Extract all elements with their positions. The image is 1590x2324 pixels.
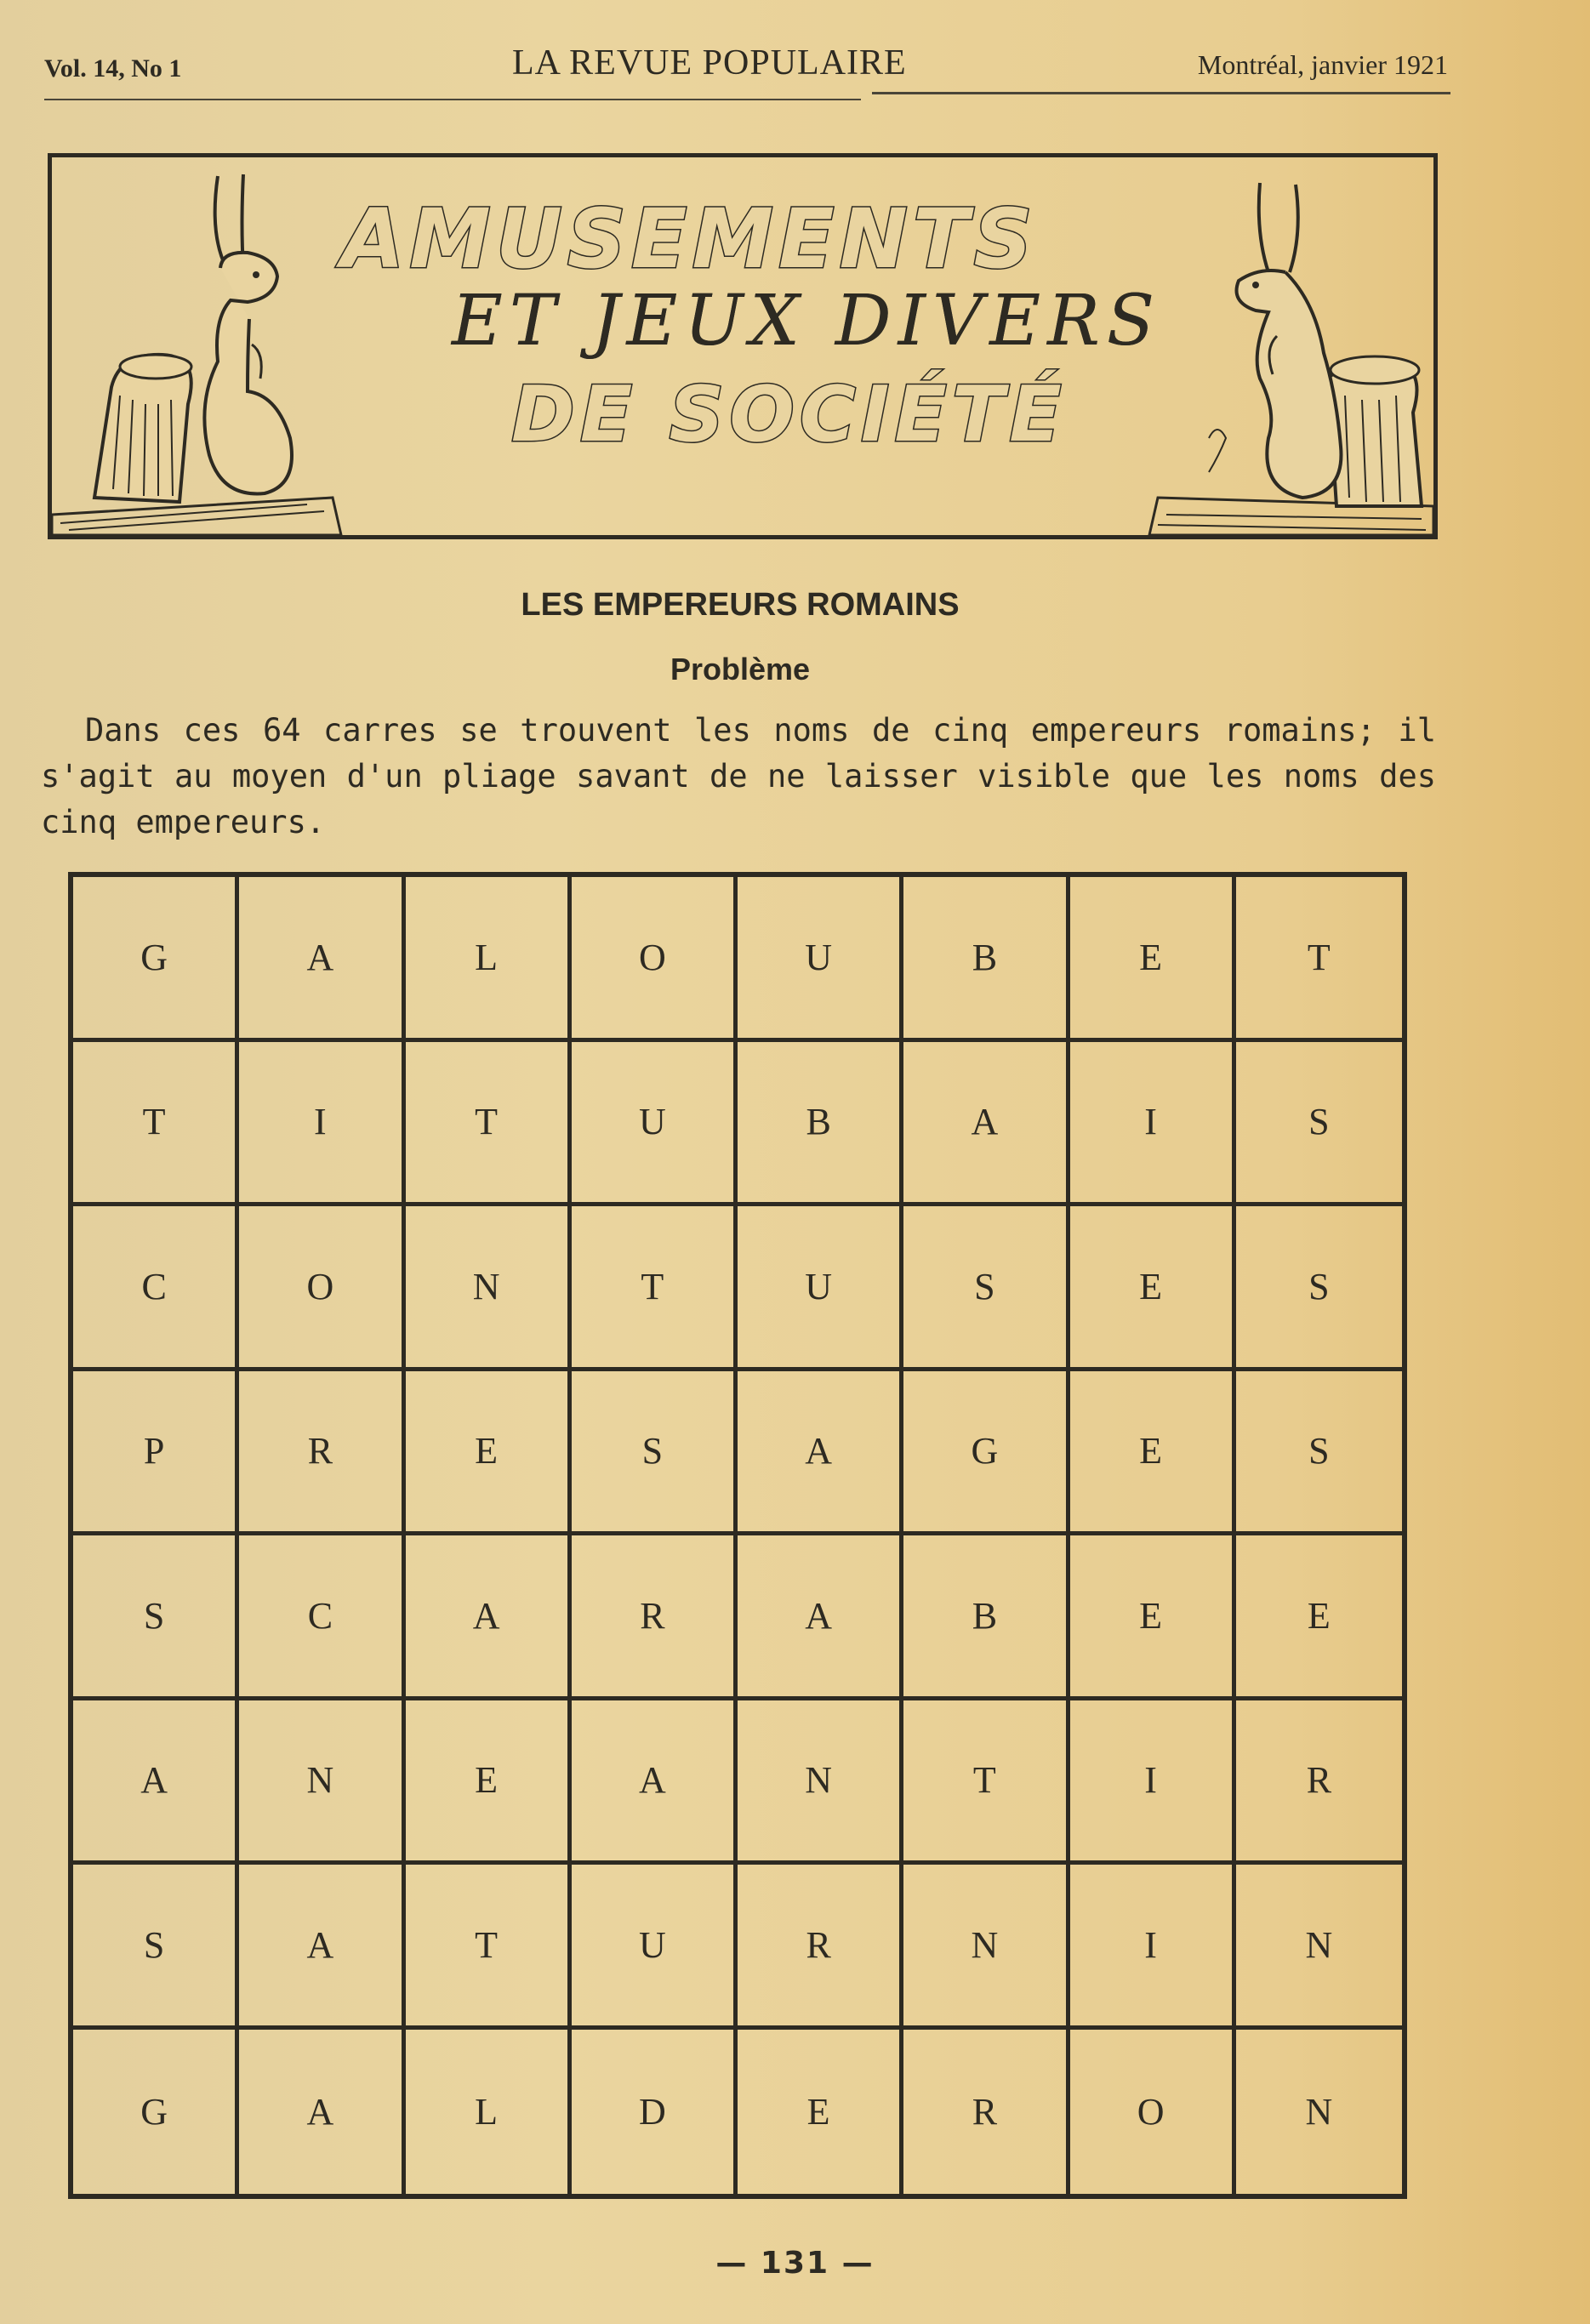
grid-cell: S	[1236, 1371, 1402, 1536]
banner-line-3: DE SOCIÉTÉ	[511, 370, 1067, 459]
volume-number: Vol. 14, No 1	[44, 54, 182, 83]
grid-cell: U	[738, 1206, 903, 1371]
grid-cell: A	[738, 1371, 903, 1536]
letter-grid	[68, 872, 1407, 2199]
grid-cell: N	[1236, 1865, 1402, 2030]
journal-title: LA REVUE POPULAIRE	[512, 43, 907, 83]
grid-cell: E	[406, 1700, 572, 1865]
article-subheading: Problème	[670, 652, 811, 686]
grid-cell: O	[572, 877, 738, 1042]
grid-cell: C	[239, 1535, 405, 1700]
grid-cell: O	[1070, 2030, 1236, 2195]
page-number: — 131 —	[715, 2246, 875, 2281]
grid-cell: E	[1070, 1206, 1236, 1371]
grid-cell: I	[1070, 1865, 1236, 2030]
grid-cell: A	[406, 1535, 572, 1700]
banner-line-2: ET JEUX DIVERS	[452, 281, 1162, 362]
grid-cell: I	[1070, 1042, 1236, 1207]
grid-cell: C	[73, 1206, 239, 1371]
grid-cell: E	[738, 2030, 903, 2195]
grid-cell: T	[572, 1206, 738, 1371]
grid-cell: N	[239, 1700, 405, 1865]
grid-cell: R	[1236, 1700, 1402, 1865]
header-rule-right	[872, 92, 1450, 94]
section-banner	[48, 153, 1438, 539]
grid-cell: R	[239, 1371, 405, 1536]
grid-cell: N	[406, 1206, 572, 1371]
header-rule-left	[44, 99, 861, 100]
grid-cell: U	[572, 1865, 738, 2030]
grid-cell: T	[406, 1042, 572, 1207]
grid-cell: S	[572, 1371, 738, 1536]
grid-cell: S	[73, 1535, 239, 1700]
grid-cell: A	[239, 877, 405, 1042]
grid-cell: S	[73, 1865, 239, 2030]
grid-cell: O	[239, 1206, 405, 1371]
grid-cell: U	[572, 1042, 738, 1207]
grid-cell: G	[73, 877, 239, 1042]
grid-cell: G	[903, 1371, 1069, 1536]
grid-cell: E	[1070, 877, 1236, 1042]
grid-cell: L	[406, 2030, 572, 2195]
grid-cell: R	[903, 2030, 1069, 2195]
grid-cell: A	[73, 1700, 239, 1865]
grid-cell: U	[738, 877, 903, 1042]
grid-cell: A	[239, 1865, 405, 2030]
grid-cell: N	[738, 1700, 903, 1865]
grid-cell: A	[239, 2030, 405, 2195]
grid-cell: T	[1236, 877, 1402, 1042]
problem-statement: Dans ces 64 carres se trouvent les noms de cinq empereurs romains; il s'agit au moyen d'un pliage savant de ne laisser visible que les noms des cinq empereurs.	[41, 712, 1436, 840]
grid-cell: A	[572, 1700, 738, 1865]
grid-cell: N	[903, 1865, 1069, 2030]
grid-cell: I	[239, 1042, 405, 1207]
article-heading: LES EMPEREURS ROMAINS	[521, 587, 960, 623]
grid-cell: B	[903, 1535, 1069, 1700]
grid-cell: T	[73, 1042, 239, 1207]
grid-cell: G	[73, 2030, 239, 2195]
grid-cell: S	[1236, 1042, 1402, 1207]
grid-cell: R	[738, 1865, 903, 2030]
grid-cell: E	[1070, 1371, 1236, 1536]
grid-cell: E	[406, 1371, 572, 1536]
grid-cell: R	[572, 1535, 738, 1700]
grid-cell: E	[1236, 1535, 1402, 1700]
grid-cell: A	[738, 1535, 903, 1700]
grid-cell: A	[903, 1042, 1069, 1207]
grid-cell: S	[903, 1206, 1069, 1371]
grid-cell: N	[1305, 2090, 1333, 2133]
issue-date: Montréal, janvier 1921	[1197, 49, 1448, 80]
grid-cell: P	[73, 1371, 239, 1536]
banner-line-1: AMUSEMENTS	[341, 191, 1038, 287]
grid-cell: L	[406, 877, 572, 1042]
grid-cell: E	[1070, 1535, 1236, 1700]
running-head	[44, 43, 1448, 94]
grid-cell: T	[406, 1865, 572, 2030]
grid-cell: B	[903, 877, 1069, 1042]
letter-grid-wrapper	[68, 872, 1407, 2199]
grid-cell: D	[572, 2030, 738, 2195]
grid-cell: B	[738, 1042, 903, 1207]
grid-cell: S	[1236, 1206, 1402, 1371]
grid-cell: I	[1070, 1700, 1236, 1865]
grid-cell: T	[903, 1700, 1069, 1865]
